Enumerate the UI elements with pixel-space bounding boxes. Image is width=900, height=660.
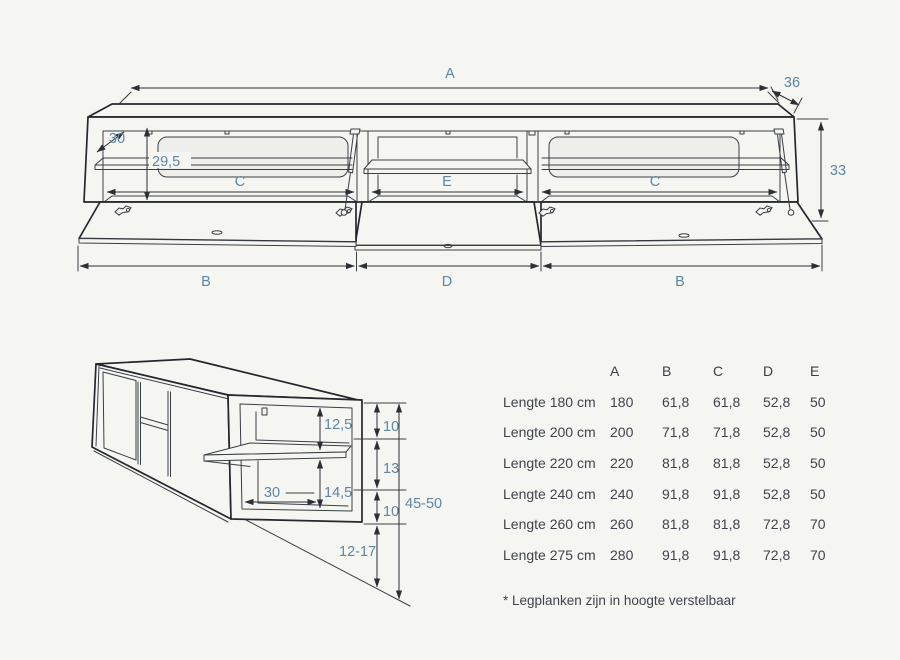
dim-label-a: A	[445, 66, 455, 82]
table-cell: 260	[610, 516, 634, 533]
door-right-open	[541, 202, 822, 247]
table-cell: 81,8	[662, 516, 690, 533]
dim-label-30: 30	[108, 131, 126, 147]
front-view	[78, 66, 846, 290]
dim-label-33: 33	[829, 163, 847, 179]
column-header-b: B	[662, 363, 672, 380]
dim-label-10-top: 10	[383, 419, 400, 435]
dim-label-b-left: B	[201, 274, 211, 290]
table-cell: 220	[610, 455, 634, 472]
dim-label-45-50: 45-50	[405, 496, 443, 512]
table-cell: 52,8	[763, 393, 791, 410]
floor-line	[246, 520, 410, 606]
table-cell: 81,8	[713, 455, 741, 472]
row-label: Lengte 240 cm	[503, 485, 596, 502]
dim-label-13: 13	[383, 461, 400, 477]
table-cell: 91,8	[662, 485, 690, 502]
table-cell: 240	[610, 485, 634, 502]
table-cell: 72,8	[763, 516, 791, 533]
table-cell: 52,8	[763, 485, 791, 502]
row-label: Lengte 275 cm	[503, 546, 596, 563]
size-table	[503, 356, 860, 570]
table-cell: 52,8	[763, 424, 791, 441]
back-panel-right	[549, 137, 739, 177]
dim-label-29-5: 29,5	[152, 154, 181, 170]
row-label: Lengte 180 cm	[503, 393, 596, 410]
table-cell: 61,8	[662, 393, 690, 410]
dim-label-b-right: B	[675, 274, 685, 290]
table-cell: 91,8	[713, 485, 741, 502]
column-header-e: E	[810, 363, 820, 380]
table-cell: 180	[610, 393, 634, 410]
table-cell: 50	[810, 455, 826, 472]
table-cell: 71,8	[713, 424, 741, 441]
iso-view	[92, 359, 442, 606]
table-cell: 70	[810, 546, 826, 563]
dim-label-10-bottom: 10	[383, 504, 400, 520]
door-middle-open	[355, 202, 541, 250]
dim-label-12-17: 12-17	[339, 544, 377, 560]
row-label: Lengte 200 cm	[503, 424, 596, 441]
column-header-d: D	[763, 363, 774, 380]
table-cell: 81,8	[662, 455, 690, 472]
table-cell: 72,8	[763, 546, 791, 563]
row-label: Lengte 220 cm	[503, 455, 596, 472]
dim-label-14-5: 14,5	[324, 485, 353, 501]
dim-label-iso-30: 30	[263, 485, 281, 501]
table-cell: 52,8	[763, 455, 791, 472]
dim-label-36: 36	[783, 75, 801, 91]
dim-label-c-right: C	[649, 174, 661, 190]
table-cell: 50	[810, 393, 826, 410]
column-header-c: C	[713, 363, 724, 380]
table-cell: 71,8	[662, 424, 690, 441]
table-cell: 70	[810, 516, 826, 533]
column-header-a: A	[610, 363, 620, 380]
table-cell: 200	[610, 424, 634, 441]
table-cell: 50	[810, 424, 826, 441]
table-cell: 50	[810, 485, 826, 502]
dim-label-e: E	[442, 174, 452, 190]
table-cell: 81,8	[713, 516, 741, 533]
table-cell: 280	[610, 546, 634, 563]
table-corner	[503, 356, 610, 387]
row-label: Lengte 260 cm	[503, 516, 596, 533]
table-cell: 91,8	[713, 546, 741, 563]
table-cell: 91,8	[662, 546, 690, 563]
dim-label-d: D	[441, 274, 453, 290]
footnote: * Legplanken zijn in hoogte verstelbaar	[503, 593, 736, 608]
dim-label-c-left: C	[234, 174, 246, 190]
dim-label-12-5: 12,5	[324, 417, 353, 433]
table-cell: 61,8	[713, 393, 741, 410]
